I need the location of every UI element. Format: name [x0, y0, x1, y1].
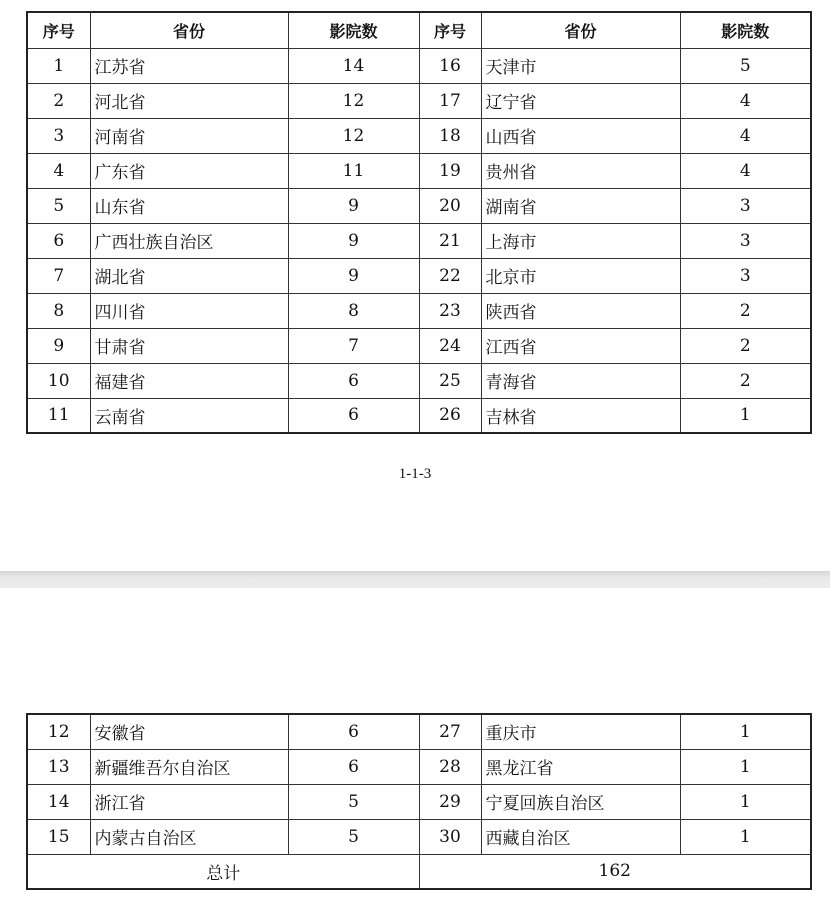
row-index: 26 [419, 398, 481, 433]
row-cinema-count: 12 [288, 118, 419, 153]
row-index: 12 [27, 714, 90, 749]
row-index: 7 [27, 258, 90, 293]
row-cinema-count: 9 [288, 223, 419, 258]
header-cinema-count: 影院数 [288, 12, 419, 48]
row-province: 贵州省 [481, 153, 680, 188]
row-province: 广西壮族自治区 [90, 223, 288, 258]
row-province: 辽宁省 [481, 83, 680, 118]
row-province: 西藏自治区 [481, 819, 680, 854]
row-province: 青海省 [481, 363, 680, 398]
row-cinema-count: 2 [680, 328, 811, 363]
row-cinema-count: 6 [288, 363, 419, 398]
row-province: 北京市 [481, 258, 680, 293]
row-cinema-count: 2 [680, 293, 811, 328]
row-index: 14 [27, 784, 90, 819]
row-cinema-count: 3 [680, 188, 811, 223]
row-province: 广东省 [90, 153, 288, 188]
table-row [27, 153, 811, 188]
row-province: 河北省 [90, 83, 288, 118]
row-index: 20 [419, 188, 481, 223]
row-index: 16 [419, 48, 481, 83]
table-row [27, 48, 811, 83]
header-index: 序号 [27, 12, 90, 48]
row-province: 河南省 [90, 118, 288, 153]
row-province: 上海市 [481, 223, 680, 258]
row-cinema-count: 7 [288, 328, 419, 363]
table-row [27, 328, 811, 363]
row-cinema-count: 8 [288, 293, 419, 328]
page-number: 1-1-3 [398, 466, 432, 482]
row-province: 吉林省 [481, 398, 680, 433]
row-province: 陕西省 [481, 293, 680, 328]
table-row [27, 188, 811, 223]
row-cinema-count: 11 [288, 153, 419, 188]
row-province: 安徽省 [90, 714, 288, 749]
row-cinema-count: 6 [288, 749, 419, 784]
row-cinema-count: 5 [288, 784, 419, 819]
row-province: 江西省 [481, 328, 680, 363]
row-index: 9 [27, 328, 90, 363]
row-index: 27 [419, 714, 481, 749]
row-index: 17 [419, 83, 481, 118]
table-row [27, 398, 811, 433]
row-province: 内蒙古自治区 [90, 819, 288, 854]
row-province: 湖北省 [90, 258, 288, 293]
row-cinema-count: 9 [288, 188, 419, 223]
row-cinema-count: 9 [288, 258, 419, 293]
row-province: 山西省 [481, 118, 680, 153]
row-index: 25 [419, 363, 481, 398]
total-row [27, 854, 811, 889]
table-row [27, 819, 811, 854]
row-province: 江苏省 [90, 48, 288, 83]
row-index: 21 [419, 223, 481, 258]
row-index: 24 [419, 328, 481, 363]
table-header-row [27, 12, 811, 48]
row-cinema-count: 2 [680, 363, 811, 398]
row-index: 1 [27, 48, 90, 83]
row-index: 18 [419, 118, 481, 153]
row-index: 2 [27, 83, 90, 118]
row-index: 29 [419, 784, 481, 819]
row-province: 福建省 [90, 363, 288, 398]
row-index: 13 [27, 749, 90, 784]
header-province: 省份 [90, 12, 288, 48]
total-label: 总计 [27, 854, 419, 889]
row-province: 云南省 [90, 398, 288, 433]
row-index: 30 [419, 819, 481, 854]
page-separator [0, 571, 830, 588]
row-index: 11 [27, 398, 90, 433]
row-cinema-count: 1 [680, 714, 811, 749]
table-row [27, 714, 811, 749]
header-cinema-count: 影院数 [680, 12, 811, 48]
row-cinema-count: 14 [288, 48, 419, 83]
table-row [27, 118, 811, 153]
row-province: 宁夏回族自治区 [481, 784, 680, 819]
total-value: 162 [419, 854, 811, 889]
row-cinema-count: 5 [680, 48, 811, 83]
row-province: 山东省 [90, 188, 288, 223]
row-province: 浙江省 [90, 784, 288, 819]
header-province: 省份 [481, 12, 680, 48]
row-index: 19 [419, 153, 481, 188]
row-cinema-count: 5 [288, 819, 419, 854]
table-row [27, 223, 811, 258]
row-cinema-count: 1 [680, 749, 811, 784]
row-province: 重庆市 [481, 714, 680, 749]
header-index: 序号 [419, 12, 481, 48]
cinema-count-table-part-1 [26, 11, 812, 434]
table-row [27, 83, 811, 118]
row-province: 新疆维吾尔自治区 [90, 749, 288, 784]
row-cinema-count: 4 [680, 83, 811, 118]
row-index: 10 [27, 363, 90, 398]
row-index: 6 [27, 223, 90, 258]
row-cinema-count: 6 [288, 714, 419, 749]
row-index: 8 [27, 293, 90, 328]
table-row [27, 293, 811, 328]
table-row [27, 363, 811, 398]
row-province: 黑龙江省 [481, 749, 680, 784]
row-index: 23 [419, 293, 481, 328]
row-province: 甘肃省 [90, 328, 288, 363]
row-cinema-count: 12 [288, 83, 419, 118]
row-index: 3 [27, 118, 90, 153]
row-cinema-count: 4 [680, 153, 811, 188]
row-province: 四川省 [90, 293, 288, 328]
row-cinema-count: 1 [680, 398, 811, 433]
row-index: 4 [27, 153, 90, 188]
table-row [27, 784, 811, 819]
table-row [27, 749, 811, 784]
row-index: 22 [419, 258, 481, 293]
row-cinema-count: 4 [680, 118, 811, 153]
row-cinema-count: 3 [680, 223, 811, 258]
row-cinema-count: 1 [680, 819, 811, 854]
row-index: 15 [27, 819, 90, 854]
row-index: 28 [419, 749, 481, 784]
row-cinema-count: 1 [680, 784, 811, 819]
row-cinema-count: 6 [288, 398, 419, 433]
cinema-count-table-part-2 [26, 713, 812, 890]
table-row [27, 258, 811, 293]
row-province: 湖南省 [481, 188, 680, 223]
row-index: 5 [27, 188, 90, 223]
row-province: 天津市 [481, 48, 680, 83]
row-cinema-count: 3 [680, 258, 811, 293]
